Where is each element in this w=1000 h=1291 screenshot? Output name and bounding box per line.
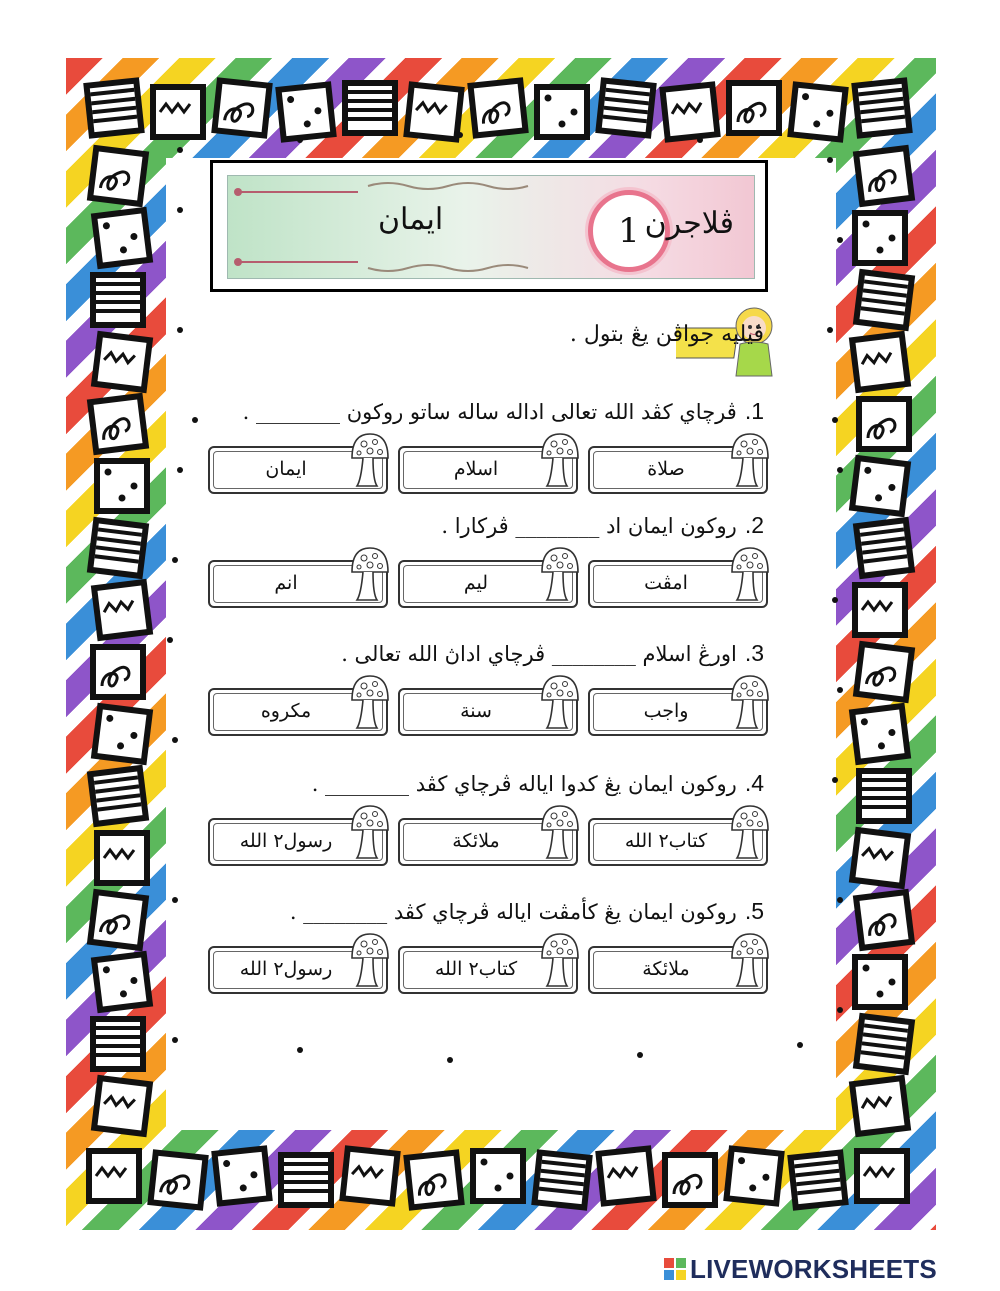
mushroom-icon: [538, 674, 582, 732]
doodle-tile-icon: [147, 1149, 209, 1211]
instruction-text: ڤيليه جواڤن يڠ بتول .: [569, 322, 764, 347]
doodle-tile-icon: [853, 1013, 915, 1075]
answer-option-label: ملائكة: [642, 958, 690, 980]
doodle-tile-icon: [595, 1145, 657, 1207]
answer-option-label: ايمان: [265, 458, 307, 480]
answer-option-label: واجب: [643, 700, 689, 722]
mushroom-icon: [728, 674, 772, 732]
doodle-tile-icon: [470, 1148, 526, 1204]
doodle-tile-icon: [662, 1152, 718, 1208]
lesson-title: ڤلاجرن: [644, 206, 734, 241]
answer-option-label: انم: [274, 572, 298, 594]
mushroom-icon: [348, 546, 392, 604]
doodle-tile-icon: [403, 1149, 465, 1211]
doodle-tile-icon: [787, 1149, 849, 1211]
doodle-tile-icon: [595, 77, 657, 139]
mushroom-icon: [728, 546, 772, 604]
doodle-tile-icon: [91, 703, 153, 765]
doodle-tile-icon: [853, 517, 915, 579]
doodle-tile-icon: [86, 1148, 142, 1204]
doodle-tile-icon: [403, 81, 465, 143]
question-text: روكون ايمان يڠ كدوا اياله ڤرچاي كڤد ________ .: [311, 772, 737, 796]
doodle-tile-icon: [849, 827, 911, 889]
doodle-tile-icon: [87, 765, 149, 827]
doodle-tile-icon: [94, 830, 150, 886]
answer-option-label: ملائكة: [452, 830, 500, 852]
question-text: اورڠ اسلام ________ ڤرچاي اداڽ الله تعالى .: [341, 642, 737, 666]
answer-options: [208, 932, 788, 996]
answer-option-label: اسلام: [453, 458, 499, 480]
question-number: 3.: [744, 640, 764, 666]
answer-option-label: كتاب٢ الله: [434, 958, 518, 980]
doodle-tile-icon: [787, 81, 849, 143]
doodle-tile-icon: [852, 210, 908, 266]
doodle-tile-icon: [87, 517, 149, 579]
answer-option-label: ليم: [463, 572, 489, 594]
doodle-tile-icon: [726, 80, 782, 136]
doodle-tile-icon: [853, 145, 915, 207]
doodle-tile-icon: [856, 768, 912, 824]
question-4: [312, 770, 764, 797]
mushroom-icon: [538, 804, 582, 862]
question-5: [290, 898, 764, 925]
mushroom-icon: [348, 674, 392, 732]
doodle-tile-icon: [659, 81, 721, 143]
doodle-tile-icon: [91, 951, 153, 1013]
doodle-tile-icon: [211, 77, 273, 139]
doodle-tile-icon: [94, 458, 150, 514]
question-number: 4.: [744, 770, 764, 796]
doodle-tile-icon: [90, 644, 146, 700]
mushroom-icon: [728, 804, 772, 862]
answer-options: [208, 804, 788, 868]
answer-option-label: صلاة: [647, 458, 685, 480]
question-number: 2.: [744, 512, 764, 538]
doodle-tile-icon: [91, 1075, 153, 1137]
doodle-tile-icon: [851, 77, 913, 139]
doodle-tile-icon: [83, 77, 145, 139]
doodle-tile-icon: [853, 269, 915, 331]
question-3: [341, 640, 764, 667]
answer-option-label: كتاب٢ الله: [624, 830, 708, 852]
question-number: 1.: [744, 398, 764, 424]
liveworksheets-watermark: [690, 1254, 937, 1285]
doodle-tile-icon: [856, 396, 912, 452]
doodle-tile-icon: [87, 889, 149, 951]
lesson-topic: ايمان: [378, 202, 444, 237]
mushroom-icon: [348, 432, 392, 490]
doodle-tile-icon: [91, 579, 153, 641]
question-1: [243, 398, 764, 425]
doodle-tile-icon: [90, 1016, 146, 1072]
answer-option-label: رسول٢ الله: [239, 830, 333, 852]
doodle-tile-icon: [87, 393, 149, 455]
doodle-tile-icon: [467, 77, 529, 139]
doodle-tile-icon: [854, 1148, 910, 1204]
answer-option-label: سنة: [460, 700, 492, 722]
question-text: روكون ايمان اد ________ ڤركارا .: [441, 514, 737, 538]
doodle-tile-icon: [91, 331, 153, 393]
doodle-tile-icon: [723, 1145, 785, 1207]
doodle-tile-icon: [853, 641, 915, 703]
header-banner: [227, 175, 755, 279]
lesson-header: [210, 160, 768, 292]
doodle-tile-icon: [87, 145, 149, 207]
answer-option-label: رسول٢ الله: [239, 958, 333, 980]
doodle-tile-icon: [849, 1075, 911, 1137]
mushroom-icon: [728, 432, 772, 490]
answer-options: [208, 432, 788, 496]
mushroom-icon: [538, 932, 582, 990]
doodle-tile-icon: [849, 703, 911, 765]
doodle-tile-icon: [211, 1145, 273, 1207]
question-text: روكون ايمان يڠ كأمڤت اياله ڤرچاي كڤد ________ .: [289, 900, 737, 924]
doodle-tile-icon: [534, 84, 590, 140]
doodle-tile-icon: [275, 81, 337, 143]
question-2: [441, 512, 764, 539]
mushroom-icon: [538, 546, 582, 604]
mushroom-icon: [348, 932, 392, 990]
doodle-tile-icon: [531, 1149, 593, 1211]
doodle-tile-icon: [339, 1145, 401, 1207]
answer-option-label: امڤت: [644, 572, 688, 594]
lesson-number-badge: 1: [588, 190, 670, 272]
mushroom-icon: [728, 932, 772, 990]
doodle-tile-icon: [852, 582, 908, 638]
mushroom-icon: [538, 432, 582, 490]
doodle-tile-icon: [150, 84, 206, 140]
doodle-tile-icon: [849, 331, 911, 393]
doodle-tile-icon: [90, 272, 146, 328]
doodle-tile-icon: [342, 80, 398, 136]
doodle-tile-icon: [853, 889, 915, 951]
answer-options: [208, 674, 788, 738]
answer-options: [208, 546, 788, 610]
question-number: 5.: [744, 898, 764, 924]
mushroom-icon: [348, 804, 392, 862]
question-text: ڤرچاي كڤد الله تعالى اداله ساله ساتو روكون ________ .: [242, 400, 737, 424]
answer-option-label: مكروه: [260, 700, 312, 722]
liveworksheets-logo-icon: [664, 1258, 686, 1280]
doodle-tile-icon: [278, 1152, 334, 1208]
doodle-tile-icon: [852, 954, 908, 1010]
watermark-text: LIVEWORKSHEETS: [690, 1254, 937, 1284]
doodle-tile-icon: [849, 455, 911, 517]
doodle-tile-icon: [91, 207, 153, 269]
